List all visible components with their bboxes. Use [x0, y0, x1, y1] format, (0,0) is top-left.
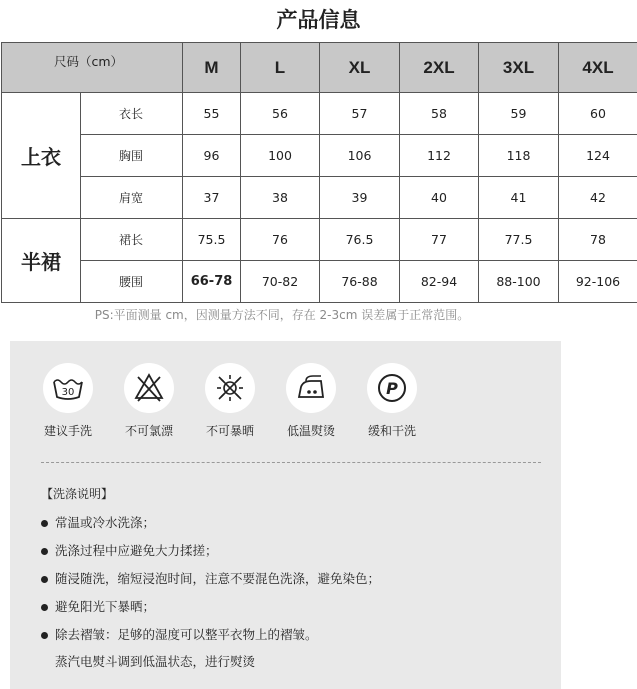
care-item-low-iron: [271, 363, 351, 439]
measurement-note: PS:平面测量 cm，因测量方法不同，存在 2-3cm 误差属于正常范围。: [94, 308, 470, 322]
table-cell: 76.5: [320, 219, 400, 261]
size-header: XL: [320, 43, 400, 93]
bullet-icon: [41, 632, 48, 639]
dashed-divider: [41, 462, 541, 463]
care-item-no-bleach: [109, 363, 189, 439]
table-row: [2, 219, 637, 261]
wash-instructions-continuation: 蒸汽电熨斗调到低温状态，进行熨烫: [55, 654, 256, 669]
list-item: 常温或冷水洗涤；: [41, 513, 380, 541]
care-item-hand-wash: [28, 363, 108, 439]
size-header: 4XL: [559, 43, 637, 93]
table-cell: 66-78: [183, 261, 241, 303]
row-label: 胸围: [81, 135, 183, 177]
bullet-icon: [41, 520, 48, 527]
size-header: 2XL: [400, 43, 479, 93]
bullet-icon: [41, 604, 48, 611]
no-bleach-icon: [124, 363, 174, 413]
table-cell: 37: [183, 177, 241, 219]
list-item: 避免阳光下暴晒；: [41, 597, 380, 625]
table-row: [2, 135, 637, 177]
table-cell: 38: [241, 177, 320, 219]
care-panel: [10, 341, 561, 689]
table-cell: 77.5: [479, 219, 559, 261]
list-item: 随浸随洗，缩短浸泡时间，注意不要混色洗涤，避免染色；: [41, 569, 380, 597]
row-label: 腰围: [81, 261, 183, 303]
care-item-dry-clean: [352, 363, 432, 439]
wash-temperature-label: 30: [61, 387, 75, 398]
row-label: 肩宽: [81, 177, 183, 219]
page-title: 产品信息: [276, 7, 361, 32]
dry-clean-letter: P: [386, 379, 398, 398]
table-cell: 88-100: [479, 261, 559, 303]
table-cell: 58: [400, 93, 479, 135]
care-label: 建议手洗: [43, 424, 92, 438]
table-cell: 70-82: [241, 261, 320, 303]
table-cell: 100: [241, 135, 320, 177]
bullet-icon: [41, 576, 48, 583]
table-cell: 40: [400, 177, 479, 219]
group-label-top: 上衣: [2, 93, 81, 219]
table-cell: 56: [241, 93, 320, 135]
table-cell: 96: [183, 135, 241, 177]
table-cell: 39: [320, 177, 400, 219]
table-cell: 82-94: [400, 261, 479, 303]
table-cell: 75.5: [183, 219, 241, 261]
table-cell: 76: [241, 219, 320, 261]
size-header: M: [183, 43, 241, 93]
list-item: 洗涤过程中应避免大力揉搓；: [41, 541, 380, 569]
group-label-skirt: 半裙: [2, 219, 81, 303]
table-row: [2, 177, 637, 219]
dry-clean-p-icon: [367, 363, 417, 413]
care-label: 低温熨烫: [286, 424, 335, 438]
table-row: [2, 261, 637, 303]
table-cell: 57: [320, 93, 400, 135]
row-label: 衣长: [81, 93, 183, 135]
table-cell: 106: [320, 135, 400, 177]
size-header-row: [2, 43, 637, 93]
care-label: 不可暴晒: [205, 424, 254, 438]
table-cell: 77: [400, 219, 479, 261]
hand-wash-30-icon: [43, 363, 93, 413]
care-item-no-sun: [190, 363, 270, 439]
table-cell: 59: [479, 93, 559, 135]
table-cell: 78: [559, 219, 637, 261]
no-sun-icon: [205, 363, 255, 413]
care-label: 缓和干洗: [367, 424, 416, 438]
table-cell: 112: [400, 135, 479, 177]
table-cell: 41: [479, 177, 559, 219]
size-table: [1, 42, 637, 303]
table-cell: 118: [479, 135, 559, 177]
bullet-icon: [41, 548, 48, 555]
list-item: 除去褶皱：足够的湿度可以整平衣物上的褶皱。: [41, 625, 380, 653]
table-cell: 55: [183, 93, 241, 135]
care-label: 不可氯漂: [124, 424, 173, 438]
row-label: 裙长: [81, 219, 183, 261]
wash-instructions-title: 【洗涤说明】: [41, 487, 114, 501]
table-cell: 92-106: [559, 261, 637, 303]
table-cell: 42: [559, 177, 637, 219]
table-cell: 124: [559, 135, 637, 177]
size-header: 3XL: [479, 43, 559, 93]
size-corner-label: 尺码（cm）: [2, 43, 183, 93]
size-header: L: [241, 43, 320, 93]
wash-instructions-list: [41, 513, 380, 653]
table-cell: 76-88: [320, 261, 400, 303]
low-iron-icon: [286, 363, 336, 413]
table-row: [2, 93, 637, 135]
table-cell: 60: [559, 93, 637, 135]
